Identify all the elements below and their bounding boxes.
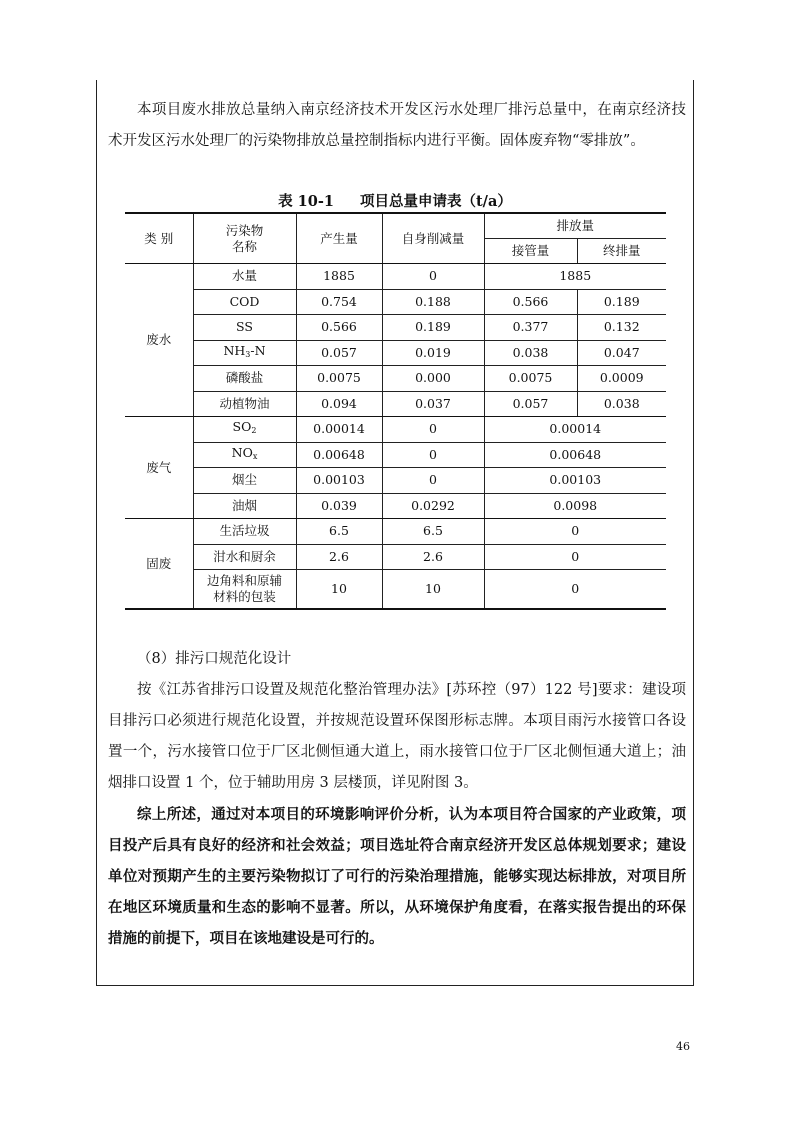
category-cell: 废水 [125,264,193,417]
header-discharge: 排放量 [484,213,666,239]
intro-paragraph: 本项目废水排放总量纳入南京经济技术开发区污水处理厂排污总量中，在南京经济技术开发区污水处理厂的污染物排放总量控制指标内进行平衡。固体废弃物“零排放”。 [108,102,686,149]
pollutant-name: SS [193,315,296,341]
category-cell: 固废 [125,519,193,610]
section8-body: 按《江苏省排污口设置及规范化整治管理办法》[苏环控（97）122 号]要求：建设项目排污口必须进行规范化设置，并按规范设置环保图形标志牌。本项目雨污水接管口各设置一个，污水接管口位于厂区北侧恒通大道上，雨水接管口位于厂区北侧恒通大道上；油烟排口设置 1 个，位于辅助用房 3 层楼顶，详见附图 3。 [108,682,686,791]
table-row [125,264,666,290]
generated-value: 0.00103 [296,468,382,494]
table-caption-title: 项目总量申请表（t/a） [359,193,512,210]
final-value: 0.0009 [577,366,666,392]
final-value: 0.132 [577,315,666,341]
pollutant-name-line1: 边角料和原辅 [206,573,282,588]
category-cell: 废气 [125,417,193,519]
table-row [125,442,666,468]
generated-value: 10 [296,570,382,610]
final-value: 0.047 [577,340,666,366]
discharge-merged-value: 0.00648 [484,442,666,468]
pollutant-name: 烟尘 [193,468,296,494]
pollutant-name-subscript: x [252,451,258,461]
generated-value: 2.6 [296,544,382,570]
discharge-merged-value: 0 [484,570,666,610]
table-row [125,340,666,366]
pollutant-name: 油烟 [193,493,296,519]
pollutant-name [193,442,296,468]
pollutant-name: COD [193,289,296,315]
reduction-value: 0 [382,417,484,443]
discharge-merged-value: 1885 [484,264,666,290]
reduction-value: 2.6 [382,544,484,570]
pollutant-name [193,570,296,610]
pipe-value: 0.038 [484,340,577,366]
table-row [125,366,666,392]
generated-value: 1885 [296,264,382,290]
header-pollutant-line2: 名称 [231,238,257,254]
table-row [125,391,666,417]
table-row [125,544,666,570]
pollutant-name-main: NO [231,444,253,460]
reduction-value: 0.189 [382,315,484,341]
reduction-value: 6.5 [382,519,484,545]
reduction-value: 0.019 [382,340,484,366]
pipe-value: 0.0075 [484,366,577,392]
pollutant-name [193,340,296,366]
table-row [125,570,666,610]
generated-value: 6.5 [296,519,382,545]
reduction-value: 0.0292 [382,493,484,519]
generated-value: 0.094 [296,391,382,417]
reduction-value: 0 [382,442,484,468]
generated-value: 0.754 [296,289,382,315]
pollutant-name [193,417,296,443]
pollutant-name-line2: 材料的包装 [213,589,276,604]
pollutant-name-subscript: 2 [251,426,257,436]
total-application-table [125,212,666,610]
pollutant-name: 磷酸盐 [193,366,296,392]
table-caption [96,190,694,211]
discharge-merged-value: 0.0098 [484,493,666,519]
reduction-value: 0 [382,264,484,290]
header-self-reduction: 自身削减量 [382,213,484,264]
table-row [125,519,666,545]
pollutant-name-tail: -N [250,342,266,358]
discharge-merged-value: 0 [484,544,666,570]
reduction-value: 0 [382,468,484,494]
pollutant-name: 水量 [193,264,296,290]
pollutant-name-main: NH [223,342,246,358]
reduction-value: 10 [382,570,484,610]
table-row [125,315,666,341]
reduction-value: 0.037 [382,391,484,417]
discharge-merged-value: 0 [484,519,666,545]
table-row [125,417,666,443]
header-pipe: 接管量 [484,239,577,264]
section8-heading: （8）排污口规范化设计 [137,651,292,667]
pollutant-name: 泔水和厨余 [193,544,296,570]
header-category: 类 别 [125,213,193,264]
discharge-merged-value: 0.00014 [484,417,666,443]
generated-value: 0.0075 [296,366,382,392]
header-pollutant [193,213,296,264]
pollutant-name: 生活垃圾 [193,519,296,545]
generated-value: 0.00014 [296,417,382,443]
table-row [125,468,666,494]
discharge-merged-value: 0.00103 [484,468,666,494]
reduction-value: 0.188 [382,289,484,315]
page-number: 46 [676,1040,690,1053]
reduction-value: 0.000 [382,366,484,392]
pipe-value: 0.057 [484,391,577,417]
header-final: 终排量 [577,239,666,264]
header-generated: 产生量 [296,213,382,264]
pollutant-name: 动植物油 [193,391,296,417]
generated-value: 0.057 [296,340,382,366]
table-row [125,493,666,519]
conclusion-paragraph: 综上所述，通过对本项目的环境影响评价分析，认为本项目符合国家的产业政策，项目投产后具有良好的经济和社会效益；项目选址符合南京经济开发区总体规划要求；建设单位对预期产生的主要污染物拟订了可行的污染治理措施，能够实现达标排放，对项目所在地区环境质量和生态的影响不显著。所以，从环境保护角度看，在落实报告提出的环保措施的前提下，项目在该地建设是可行的。 [108,806,686,947]
table-row [125,289,666,315]
pipe-value: 0.566 [484,289,577,315]
generated-value: 0.039 [296,493,382,519]
pollutant-name-main: SO [232,419,252,435]
table-caption-number: 表 10-1 [278,193,334,210]
header-pollutant-line1: 污染物 [225,222,264,238]
generated-value: 0.00648 [296,442,382,468]
pollutant-name-subscript: 3 [245,349,251,359]
final-value: 0.038 [577,391,666,417]
generated-value: 0.566 [296,315,382,341]
pipe-value: 0.377 [484,315,577,341]
final-value: 0.189 [577,289,666,315]
